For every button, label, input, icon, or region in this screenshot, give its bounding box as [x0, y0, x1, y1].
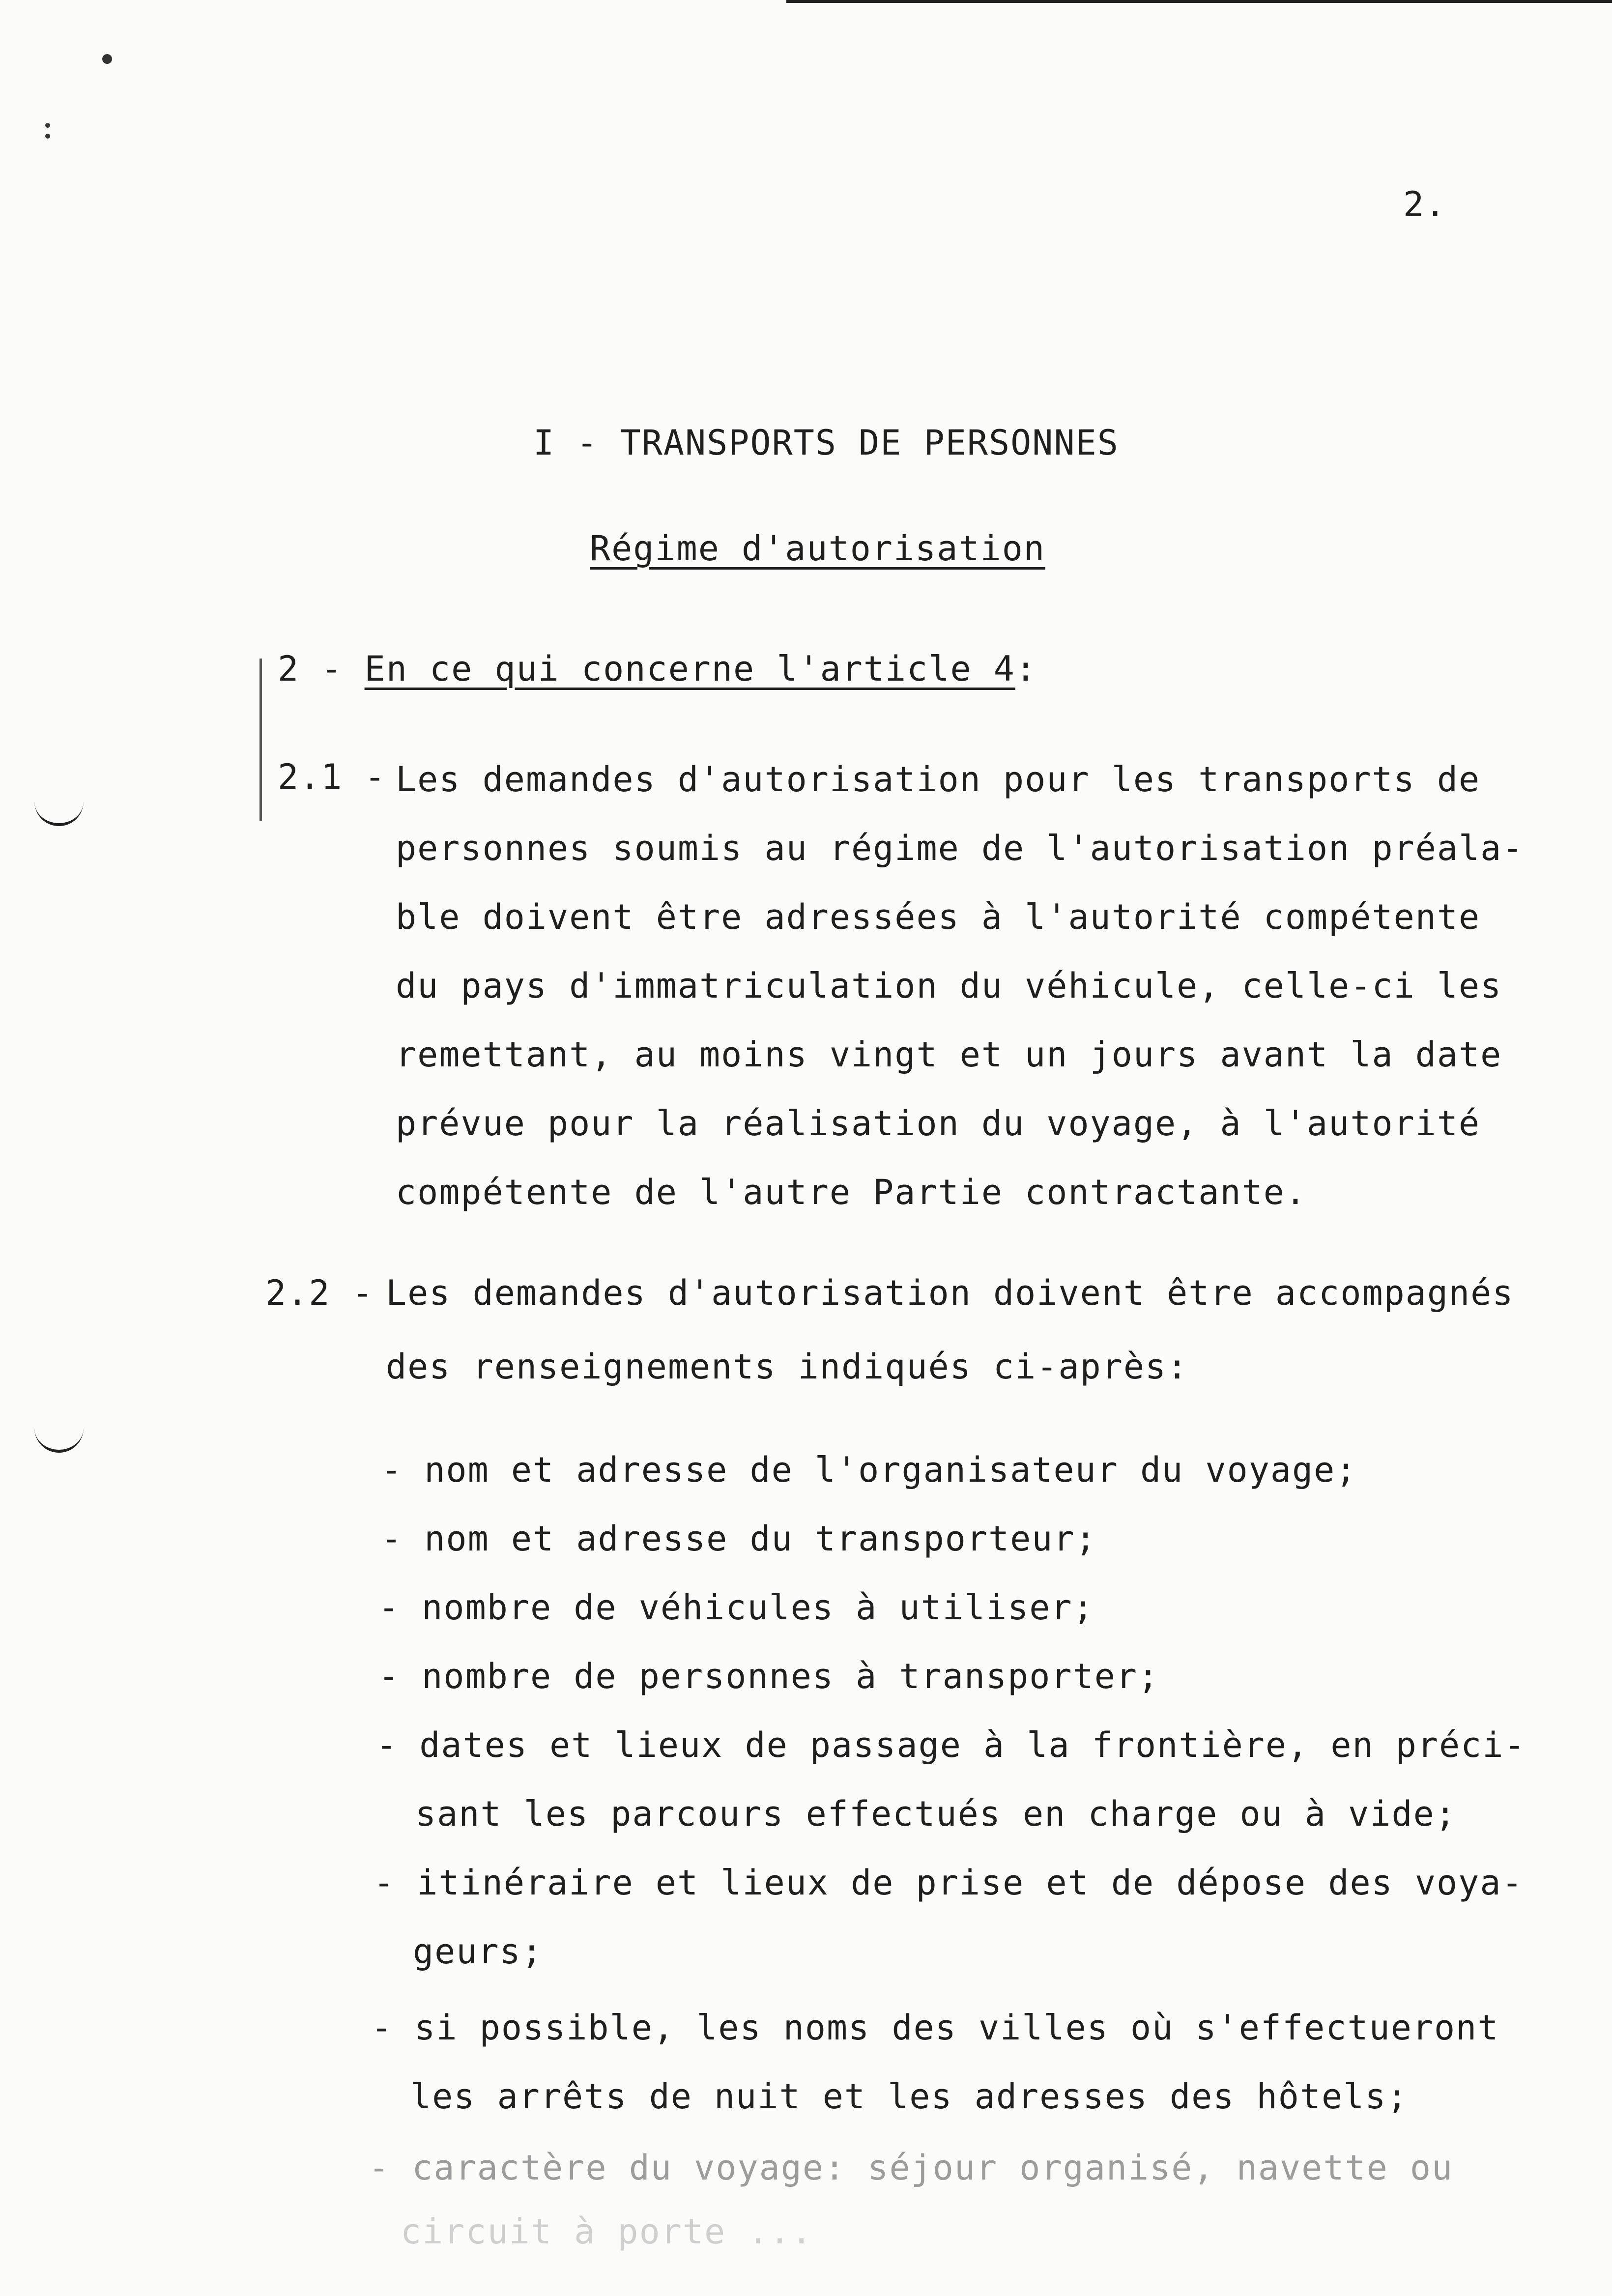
list-item: - dates et lieux de passage à la frontière, en préci-	[376, 1725, 1526, 1765]
list-item-continuation: sant les parcours effectués en charge ou à vide;	[415, 1794, 1457, 1834]
clause-2-heading: En ce qui concerne l'article 4	[364, 649, 1015, 689]
clause-2-1-number: 2.1 -	[278, 757, 386, 797]
punch-hole-mark	[34, 1423, 84, 1453]
list-item: - si possible, les noms des villes où s'effectueront	[371, 2008, 1499, 2048]
scan-dot	[45, 123, 50, 128]
punch-hole-mark	[34, 796, 84, 826]
page-number: 2.	[1403, 184, 1447, 225]
faded-list-item: - caractère du voyage: séjour organisé, navette ou	[369, 2148, 1454, 2188]
clause-2-1-line: compétente de l'autre Partie contractante.	[396, 1172, 1307, 1212]
scan-edge-line	[786, 0, 1612, 3]
list-item-continuation: geurs;	[413, 1931, 543, 1972]
clause-2-1-line: remettant, au moins vingt et un jours avant la date	[396, 1034, 1502, 1075]
clause-2-1-line: prévue pour la réalisation du voyage, à l'autorité	[396, 1103, 1481, 1144]
clause-2-1-line: ble doivent être adressées à l'autorité compétente	[396, 897, 1481, 937]
clause-2-1-line: Les demandes d'autorisation pour les transports de	[396, 759, 1481, 800]
section-title: I - TRANSPORTS DE PERSONNES	[533, 423, 1119, 463]
list-item: - nombre de véhicules à utiliser;	[378, 1587, 1094, 1628]
clause-2-number: 2 -	[278, 649, 343, 689]
list-item: - itinéraire et lieux de prise et de dépose des voya-	[374, 1863, 1524, 1903]
scan-dot	[45, 134, 50, 139]
faded-list-item-continuation: circuit à porte ...	[401, 2211, 813, 2252]
clause-2-1-line: du pays d'immatriculation du véhicule, celle-ci les	[396, 966, 1502, 1006]
subtitle: Régime d'autorisation	[590, 528, 1046, 569]
list-item: - nom et adresse de l'organisateur du voyage;	[381, 1450, 1357, 1490]
list-item-continuation: les arrêts de nuit et les adresses des hôtels;	[410, 2076, 1409, 2117]
clause-2-2-line: Les demandes d'autorisation doivent être accompagnés	[386, 1273, 1514, 1313]
clause-2	[278, 649, 1037, 689]
scan-dot	[102, 54, 112, 64]
margin-bracket	[259, 659, 262, 821]
list-item: - nombre de personnes à transporter;	[378, 1656, 1160, 1696]
clause-2-2-line: des renseignements indiqués ci-après:	[386, 1347, 1189, 1387]
clause-2-colon: :	[1015, 649, 1037, 689]
list-item: - nom et adresse du transporteur;	[381, 1519, 1097, 1559]
clause-2-2-number: 2.2 -	[265, 1273, 374, 1313]
clause-2-1-line: personnes soumis au régime de l'autorisation préala-	[396, 828, 1524, 868]
